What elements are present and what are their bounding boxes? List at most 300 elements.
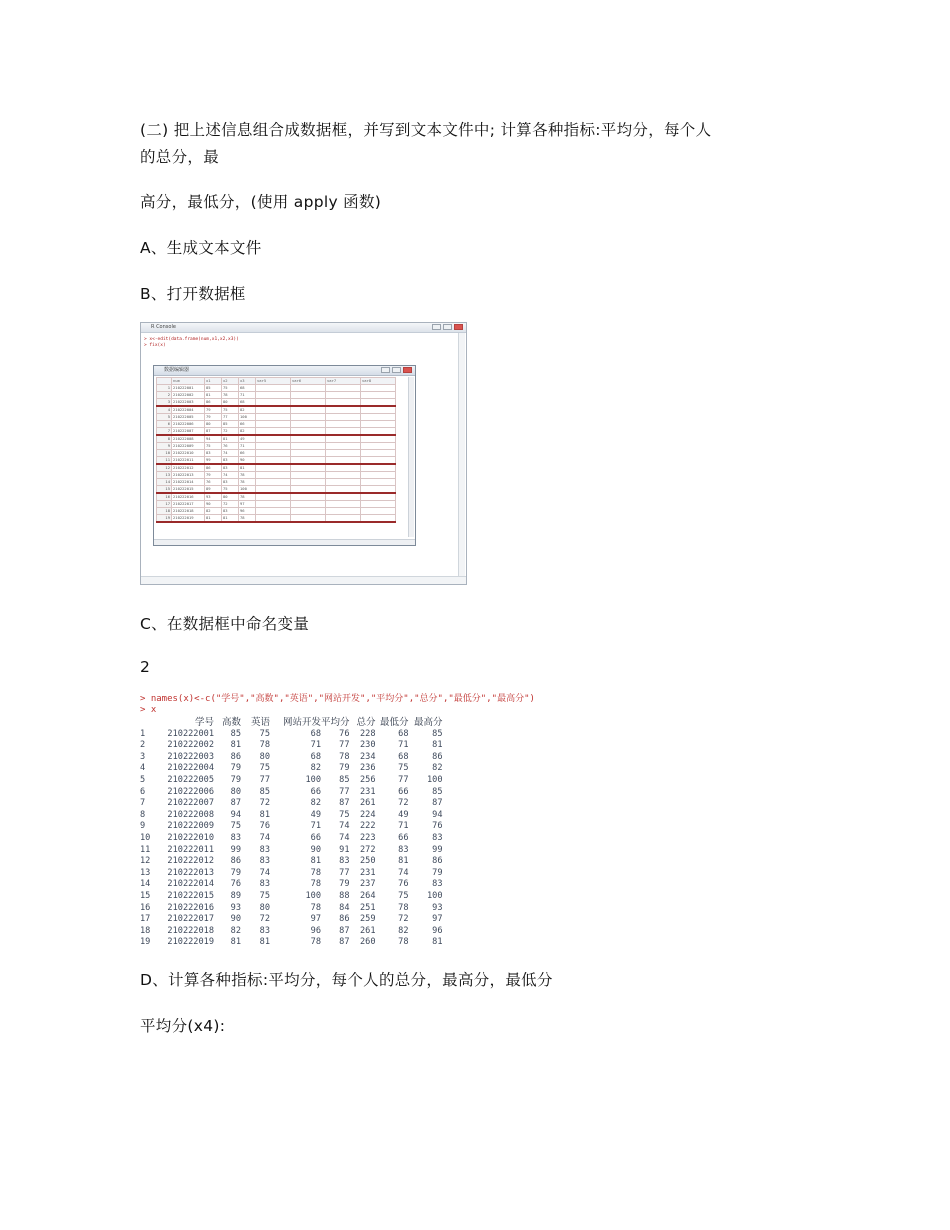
editor-cell[interactable]: 72 [222,428,239,436]
output-cell: 85 [259,786,270,797]
output-cell: 86 [432,751,443,762]
output-cell: 75 [230,821,241,832]
output-cell: 68 [310,751,321,762]
editor-cell[interactable]: 96 [239,508,256,515]
editor-row [157,479,396,486]
output-row [140,879,443,891]
output-cell: 81 [230,740,241,751]
output-cell: 86 [339,914,350,925]
output-cell: 210222019 [167,937,214,948]
editor-cell[interactable]: 90 [205,501,222,508]
data-editor-grid [156,377,396,523]
editor-cell[interactable] [326,493,361,501]
editor-header-cell[interactable]: var8 [361,378,396,385]
editor-cell[interactable]: 210222011 [172,457,205,465]
output-cell: 264 [359,890,376,901]
editor-cell[interactable]: 210222015 [172,486,205,494]
editor-cell[interactable] [256,472,291,479]
editor-header-cell[interactable] [157,378,172,385]
editor-cell[interactable] [326,421,361,428]
output-cell: 100 [426,890,443,901]
output-cell: 78 [259,740,270,751]
editor-cell[interactable]: 81 [205,515,222,523]
editor-cell[interactable] [326,472,361,479]
output-cell: 78 [339,751,350,762]
output-header-row [140,717,443,729]
editor-row-number: 8 [157,435,172,443]
editor-cell[interactable] [326,457,361,465]
editor-cell[interactable]: 93 [205,493,222,501]
editor-cell[interactable] [256,443,291,450]
editor-cell[interactable] [361,486,396,494]
editor-cell[interactable]: 210222004 [172,406,205,414]
editor-cell[interactable]: 77 [222,414,239,421]
output-row [140,845,443,857]
output-cell: 80 [259,902,270,913]
editor-cell[interactable]: 78 [222,392,239,399]
editor-cell[interactable]: 49 [239,435,256,443]
editor-cell[interactable]: 68 [239,385,256,392]
editor-cell[interactable] [291,399,326,407]
editor-cell[interactable]: 90 [239,457,256,465]
output-row-number: 19 [140,937,151,948]
output-cell: 83 [230,832,241,843]
editor-cell[interactable]: 83 [222,508,239,515]
editor-cell[interactable]: 100 [239,414,256,421]
output-row-number: 8 [140,809,146,820]
editor-cell[interactable] [291,486,326,494]
editor-row-number: 15 [157,486,172,494]
editor-header-cell[interactable]: var5 [256,378,291,385]
editor-cell[interactable]: 68 [239,399,256,407]
editor-cell[interactable]: 81 [239,464,256,472]
editor-cell[interactable] [256,464,291,472]
output-cell: 87 [230,798,241,809]
editor-cell[interactable]: 83 [222,464,239,472]
editor-cell[interactable]: 86 [205,464,222,472]
editor-cell[interactable] [256,457,291,465]
output-cell: 74 [339,821,350,832]
output-row [140,810,443,822]
editor-cell[interactable]: 80 [205,421,222,428]
editor-cell[interactable]: 83 [205,450,222,457]
editor-cell[interactable] [361,385,396,392]
output-cell: 250 [359,856,376,867]
editor-header-cell[interactable]: var6 [291,378,326,385]
editor-cell[interactable] [361,435,396,443]
editor-cell[interactable] [361,443,396,450]
output-header-cell: 英语 [250,717,270,728]
editor-cell[interactable] [361,406,396,414]
editor-cell[interactable] [326,515,361,523]
editor-cell[interactable]: 66 [239,450,256,457]
editor-cell[interactable]: 79 [205,472,222,479]
editor-cell[interactable] [361,414,396,421]
output-header-cell: 总分 [356,717,376,728]
output-header-cell: 最高分 [414,717,443,728]
output-cell: 79 [230,763,241,774]
output-cell: 222 [359,821,376,832]
editor-header-cell[interactable]: x2 [222,378,239,385]
output-row-number: 13 [140,867,151,878]
output-cell: 99 [230,844,241,855]
editor-row [157,501,396,508]
output-cell: 81 [432,740,443,751]
data-editor-titlebar [154,366,415,376]
close-icon [403,367,412,373]
editor-cell[interactable]: 78 [239,479,256,486]
output-row [140,926,443,938]
editor-cell[interactable]: 87 [205,428,222,436]
output-cell: 88 [339,890,350,901]
editor-cell[interactable] [291,450,326,457]
output-row [140,856,443,868]
editor-row-number: 10 [157,450,172,457]
editor-row-number: 9 [157,443,172,450]
output-cell: 94 [432,809,443,820]
output-cell: 210222016 [167,902,214,913]
editor-cell[interactable] [291,493,326,501]
output-cell: 76 [339,728,350,739]
output-cell: 261 [359,925,376,936]
editor-cell[interactable] [326,464,361,472]
editor-cell[interactable] [361,428,396,436]
output-row [140,914,443,926]
output-cell: 259 [359,914,376,925]
output-row [140,763,443,775]
editor-cell[interactable] [256,515,291,523]
editor-cell[interactable]: 210222003 [172,399,205,407]
editor-cell[interactable]: 210222009 [172,443,205,450]
output-cell: 66 [310,832,321,843]
output-cell: 100 [305,890,321,901]
output-row [140,868,443,880]
editor-cell[interactable]: 85 [205,385,222,392]
editor-cell[interactable] [326,385,361,392]
editor-cell[interactable]: 82 [239,428,256,436]
editor-cell[interactable] [291,385,326,392]
editor-header-cell[interactable]: num [172,378,205,385]
editor-cell[interactable]: 210222007 [172,428,205,436]
editor-row [157,421,396,428]
editor-cell[interactable] [291,479,326,486]
editor-cell[interactable] [256,486,291,494]
editor-row [157,493,396,501]
editor-cell[interactable]: 81 [222,515,239,523]
editor-cell[interactable]: 78 [239,493,256,501]
editor-row-number: 6 [157,421,172,428]
editor-cell[interactable] [326,508,361,515]
editor-cell[interactable] [291,406,326,414]
editor-cell[interactable]: 210222016 [172,493,205,501]
editor-cell[interactable] [291,515,326,523]
output-cell: 87 [339,937,350,948]
output-cell: 83 [432,879,443,890]
editor-cell[interactable]: 75 [205,443,222,450]
output-cell: 210222008 [167,809,214,820]
editor-cell[interactable] [326,443,361,450]
output-row [140,903,443,915]
editor-cell[interactable]: 210222008 [172,435,205,443]
output-cell: 210222009 [167,821,214,832]
output-row [140,752,443,764]
output-cell: 81 [230,937,241,948]
editor-cell[interactable] [256,392,291,399]
editor-cell[interactable] [361,464,396,472]
editor-cell[interactable]: 210222014 [172,479,205,486]
output-cell: 228 [359,728,376,739]
output-cell: 83 [259,879,270,890]
editor-cell[interactable] [361,515,396,523]
editor-cell[interactable]: 89 [205,486,222,494]
output-row [140,937,443,949]
editor-row [157,443,396,450]
editor-cell[interactable] [361,450,396,457]
editor-cell[interactable] [361,508,396,515]
editor-cell[interactable] [256,479,291,486]
editor-cell[interactable] [256,450,291,457]
editor-cell[interactable]: 210222012 [172,464,205,472]
output-cell: 71 [398,740,409,751]
step-d-heading: D、计算各种指标:平均分，每个人的总分，最高分，最低分 [140,971,553,989]
output-cell: 260 [359,937,376,948]
output-cell: 210222004 [167,763,214,774]
editor-cell[interactable]: 94 [205,435,222,443]
editor-cell[interactable]: 78 [239,472,256,479]
editor-cell[interactable] [256,399,291,407]
editor-row [157,457,396,465]
output-cell: 97 [432,914,443,925]
editor-cell[interactable]: 99 [205,457,222,465]
editor-cell[interactable] [256,493,291,501]
output-cell: 75 [259,890,270,901]
editor-cell[interactable]: 210222001 [172,385,205,392]
editor-cell[interactable] [326,392,361,399]
output-cell: 75 [339,809,350,820]
editor-header-cell[interactable]: var7 [326,378,361,385]
editor-cell[interactable]: 83 [222,479,239,486]
editor-cell[interactable] [291,435,326,443]
editor-row-number: 11 [157,457,172,465]
editor-cell[interactable]: 210222017 [172,501,205,508]
output-cell: 85 [339,774,350,785]
editor-cell[interactable]: 81 [205,392,222,399]
editor-cell[interactable] [256,385,291,392]
editor-cell[interactable] [291,472,326,479]
editor-row [157,464,396,472]
editor-cell[interactable]: 75 [222,406,239,414]
editor-cell[interactable]: 80 [222,399,239,407]
editor-row [157,406,396,414]
editor-cell[interactable]: 71 [239,392,256,399]
editor-cell[interactable] [256,414,291,421]
command-line-1: > x<-edit(data.frame(num,x1,x2,x3)) [144,337,239,342]
output-cell: 210222007 [167,798,214,809]
output-cell: 210222012 [167,856,214,867]
editor-cell[interactable] [291,392,326,399]
editor-cell[interactable] [291,421,326,428]
editor-cell[interactable]: 72 [222,501,239,508]
editor-header-cell[interactable]: x1 [205,378,222,385]
editor-row-number: 2 [157,392,172,399]
output-cell: 210222018 [167,925,214,936]
editor-cell[interactable]: 79 [205,414,222,421]
output-cell: 68 [398,751,409,762]
output-row [140,833,443,845]
editor-cell[interactable]: 81 [222,435,239,443]
editor-cell[interactable] [291,508,326,515]
output-row-number: 16 [140,902,151,913]
editor-cell[interactable] [361,399,396,407]
editor-cell[interactable]: 75 [222,486,239,494]
output-cell: 82 [310,763,321,774]
editor-cell[interactable] [361,493,396,501]
editor-cell[interactable]: 76 [205,479,222,486]
editor-cell[interactable]: 75 [222,385,239,392]
editor-cell[interactable]: 76 [222,443,239,450]
output-row-number: 3 [140,751,146,762]
editor-cell[interactable] [326,435,361,443]
editor-row-number: 12 [157,464,172,472]
editor-cell[interactable] [291,428,326,436]
editor-header-row [157,378,396,385]
editor-cell[interactable] [291,501,326,508]
output-cell: 90 [230,914,241,925]
editor-row-number: 1 [157,385,172,392]
output-cell: 261 [359,798,376,809]
command-line-2: > fix(x) [144,343,166,348]
output-cell: 82 [310,798,321,809]
output-row-number: 14 [140,879,151,890]
output-cell: 96 [310,925,321,936]
editor-cell[interactable]: 210222005 [172,414,205,421]
output-cell: 210222017 [167,914,214,925]
output-cell: 86 [230,751,241,762]
output-cell: 72 [259,798,270,809]
output-cell: 87 [339,925,350,936]
editor-cell[interactable] [326,406,361,414]
editor-cell[interactable] [326,486,361,494]
output-cell: 85 [432,728,443,739]
editor-cell[interactable] [361,457,396,465]
output-cell: 79 [339,879,350,890]
editor-cell[interactable] [326,479,361,486]
editor-cell[interactable]: 210222018 [172,508,205,515]
r-console-screenshot [140,322,467,585]
output-cell: 210222013 [167,867,214,878]
editor-cell[interactable] [256,428,291,436]
editor-cell[interactable]: 66 [239,421,256,428]
output-cell: 77 [339,740,350,751]
editor-cell[interactable]: 86 [205,399,222,407]
output-cell: 210222010 [167,832,214,843]
maximize-icon [443,324,452,330]
output-cell: 93 [432,902,443,913]
editor-cell[interactable]: 74 [222,450,239,457]
editor-cell[interactable] [326,399,361,407]
editor-cell[interactable]: 210222010 [172,450,205,457]
editor-cell[interactable] [361,392,396,399]
editor-cell[interactable] [256,421,291,428]
editor-cell[interactable]: 210222002 [172,392,205,399]
editor-row [157,435,396,443]
editor-cell[interactable] [326,450,361,457]
output-cell: 83 [259,856,270,867]
output-cell: 272 [359,844,376,855]
editor-row [157,472,396,479]
editor-cell[interactable] [361,421,396,428]
output-row-number: 6 [140,786,146,797]
editor-cell[interactable] [326,501,361,508]
editor-cell[interactable]: 79 [205,406,222,414]
editor-cell[interactable] [291,443,326,450]
output-cell: 82 [230,925,241,936]
editor-cell[interactable] [291,464,326,472]
editor-cell[interactable]: 97 [239,501,256,508]
editor-cell[interactable]: 83 [222,457,239,465]
output-cell: 78 [398,937,409,948]
editor-row [157,450,396,457]
output-cell: 76 [398,879,409,890]
editor-cell[interactable]: 210222006 [172,421,205,428]
editor-cell[interactable] [361,501,396,508]
output-cell: 74 [259,867,270,878]
output-row [140,775,443,787]
step-c-heading: C、在数据框中命名变量 [140,615,310,633]
output-cell: 76 [230,879,241,890]
editor-cell[interactable]: 210222019 [172,515,205,523]
output-row-number: 11 [140,844,151,855]
editor-row-number: 7 [157,428,172,436]
editor-cell[interactable]: 71 [239,443,256,450]
editor-cell[interactable] [256,501,291,508]
output-cell: 237 [359,879,376,890]
editor-cell[interactable] [256,406,291,414]
editor-cell[interactable]: 210222013 [172,472,205,479]
output-cell: 81 [259,937,270,948]
editor-cell[interactable] [361,479,396,486]
editor-cell[interactable] [291,457,326,465]
r-console-commands [144,337,239,349]
editor-cell[interactable]: 80 [222,493,239,501]
editor-cell[interactable]: 82 [205,508,222,515]
editor-cell[interactable]: 100 [239,486,256,494]
editor-cell[interactable]: 74 [222,472,239,479]
data-editor-window [153,365,416,546]
output-cell: 256 [359,774,376,785]
output-cell: 71 [310,740,321,751]
editor-row [157,385,396,392]
editor-cell[interactable]: 85 [222,421,239,428]
data-editor-title: 数据编辑器 [164,367,190,373]
output-cell: 210222003 [167,751,214,762]
editor-cell[interactable]: 78 [239,515,256,523]
editor-cell[interactable] [256,508,291,515]
output-row [140,787,443,799]
editor-horizontal-scrollbar [154,539,415,545]
editor-cell[interactable] [326,428,361,436]
editor-header-cell[interactable]: x3 [239,378,256,385]
output-cell: 86 [432,856,443,867]
editor-cell[interactable] [361,472,396,479]
editor-row [157,508,396,515]
editor-cell[interactable] [291,414,326,421]
output-cell: 78 [310,879,321,890]
editor-cell[interactable]: 82 [239,406,256,414]
editor-cell[interactable] [256,435,291,443]
output-cell: 83 [432,832,443,843]
editor-cell[interactable] [326,414,361,421]
